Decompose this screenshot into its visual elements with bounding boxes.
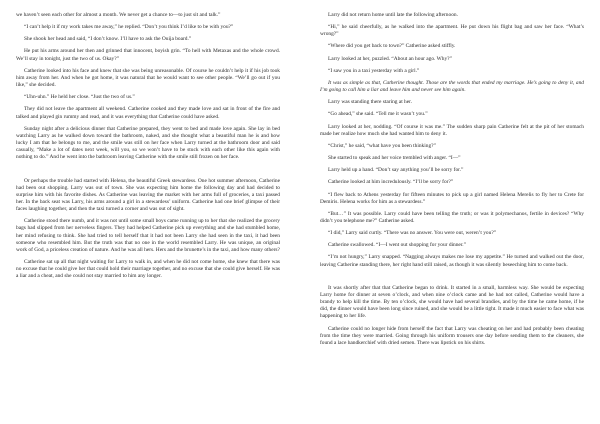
paragraph: Catherine sat up all that night waiting for Larry to walk in, and when he did not come home, she knew that there was no excuse that he could give her that could hold their marriage together, and no excuse that she could give herself. He was a liar and a cheat, and she could not stay married to him any longer. — [16, 259, 280, 280]
left-page — [16, 12, 280, 286]
paragraph: They did not leave the apartment all weekend. Catherine cooked and they made love and sat in front of the fire and talked and played gin rummy and read, and it was everything that Catherine could have asked. — [16, 106, 280, 120]
paragraph: Larry did not return home until late the following afternoon. — [328, 12, 458, 18]
paragraph-italic: It was as simple as that, Catherine thought. Those are the words that ended my marriage. He’s going to deny it, and I’m going to call him a liar and leave him and never see him again. — [320, 79, 584, 94]
paragraph: Larry was standing there staring at her. — [328, 99, 412, 106]
section-break — [16, 167, 280, 178]
paragraph: Larry looked at her, nodding. “Of course it was me.” The sudden sharp pain Catherine felt at the pit of her stomach made her realize how much she had wanted him to deny it. — [320, 123, 584, 137]
paragraph: Or perhaps the trouble had started with Helena, the beautiful Greek stewardess. One hot summer afternoon, Catherine had been out shopping. Larry was out of town. She was expecting him home the following day and had decided to surprise him with his favorite dishes. As Catherine was leaving the market with her arms full of groceries, a taxi passed her. In the back seat was Larry, his arms around a girl in a stewardess’ uniform. Catherine had one brief glimpse of their faces laughing together, and then the taxi turned a corner and was out of sight. — [16, 177, 280, 213]
section-break — [320, 274, 584, 285]
paragraph: “I’m not hungry,” Larry snapped. “Nagging always makes me lose my appetite.” He turned and walked out the door, leaving Catherine standing there, her right hand still raised, as though it was silently beseeching him to come back. — [320, 254, 584, 268]
paragraph: Catherine stood there numb, and it was not until some small boys came running up to her that she realized the grocery bags had slipped from her nerveless fingers. They had helped Catherine pick up everything and she had stumbled home, her mind refusing to think. She had tried to tell herself that it had not been Larry she had seen in the taxi, it had been someone who resembled him. But the truth was that no one in the world resembled Larry. He was unique, an original work of God, a priceless creation of nature. And he was all hers. Hers and the brunette’s in the taxi, and how many others? — [16, 218, 280, 253]
paragraph: Catherine swallowed. “I—I went out shopping for your dinner.” — [328, 242, 467, 249]
paragraph: He put his arms around her then and grinned that innocent, boyish grin. “To hell with Metaxas and the whole crowd. We’ll stay in tonight, just the two of us. Okay?” — [16, 48, 280, 62]
paragraph: “Christ,” he said, “what have you been thinking?” — [328, 142, 436, 149]
paragraph: Larry held up a hand. “Don’t say anything you’ll be sorry for.” — [328, 167, 464, 174]
paragraph: “Uhn-uhn.” He held her close. “Just the two of us.” — [24, 94, 135, 101]
paragraph: Catherine could no longer hide from herself the fact that Larry was cheating on her and had probably been cheating from the time they were married. Going through his uniform trousers one day before sending them to the cleaners, she found a lace handkerchief with dried semen. There was lipstick on his shirts. — [320, 325, 584, 346]
paragraph: we haven’t seen each other for almost a month. We never get a chance to—to just sit and talk.” — [16, 12, 221, 18]
paragraph: “I did,” Larry said curtly. “There was no answer. You were out, weren’t you?” — [328, 230, 497, 237]
paragraph: Larry looked at her, puzzled. “About an hour ago. Why?” — [328, 55, 452, 62]
paragraph: It was shortly after that that Catherine began to drink. It started in a small, harmless way. She would be expecting Larry home for dinner at seven o’clock, and when nine o’clock came and he had not called, Catherine would have a brandy to help kill the time. By ten o’clock, she would have had several brandies, and by the time he came home, if he did, the dinner would have been long since ruined, and she would be a little tight. It made it much easier to face what was happening to her life. — [320, 284, 584, 320]
paragraph: “Go ahead,” she said. “Tell me it wasn’t you.” — [328, 111, 428, 118]
paragraph: She shook her head and said, “I don’t know. I’ll have to ask the Ouija board.” — [24, 36, 192, 43]
paragraph: She started to speak and her voice trembled with anger. “I—” — [328, 155, 461, 162]
paragraph: “I saw you in a taxi yesterday with a girl.” — [328, 67, 420, 74]
paragraph: Sunday night after a delicious dinner that Catherine prepared, they went to bed and made love again. She lay in bed watching Larry as he walked down toward the bathroom, naked, and she thought what a beautiful man he is and how lucky I am that he belongs to me, and the smile was still on her face when Larry turned at the bathroom door and said casually, “Make a lot of dates next week, will you, so we won’t have to be stuck with each other like this again with nothing to do.” And he went into the bathroom leaving Catherine with the smile still frozen on her face. — [16, 125, 280, 161]
paragraph: “Where did you get back to town?” Catherine asked stiffly. — [328, 43, 456, 50]
paragraph: “I can’t help it if my work takes me away,” he replied. “Don’t you think I’d like to be with you?” — [24, 24, 234, 31]
paragraph: Catherine looked into his face and knew that she was being unreasonable. Of course he couldn’t help it if his job took him away from her. And when he got home, it was natural that he would want to see other people. “We’ll go out if you like,” she decided. — [16, 67, 280, 89]
paragraph: Catherine looked at him incredulously. “I’ll be sorry for?” — [328, 179, 454, 186]
paragraph: “I flew back to Athens yesterday for fifteen minutes to pick up a girl named Helena Merelis to fly her to Crete for Demiris. Helena works for him as a stewardess.” — [320, 191, 584, 205]
right-page — [320, 12, 584, 352]
paragraph: “Hi,” he said cheerfully, as he walked into the apartment. He put down his flight bag and saw her face. “What’s wrong?” — [320, 24, 584, 38]
paragraph: “But…” It was possible. Larry could have been telling the truth; or was it polymechanos, fertile in devices? “Why didn’t you telephone me?” Catherine asked. — [320, 210, 584, 224]
